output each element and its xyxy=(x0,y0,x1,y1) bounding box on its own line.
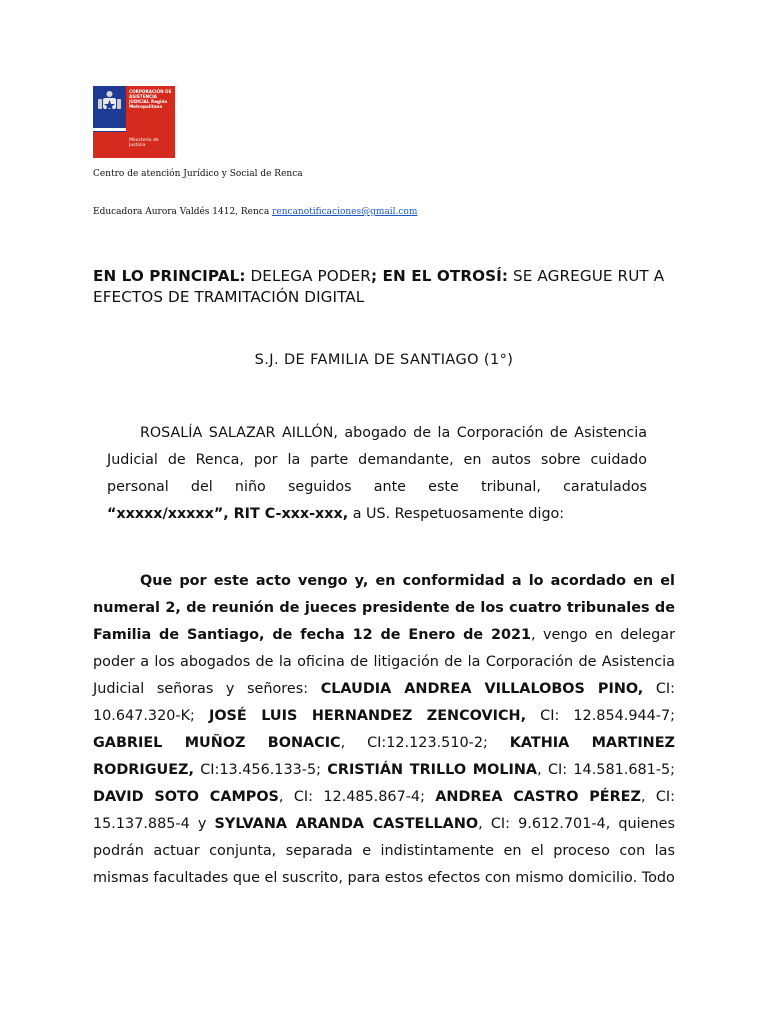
body-text-a: , vengo en delegar poder a los abogados de la oficina de litigación de la Corporación de Asistencia Judicial señoras y señores: xyxy=(93,627,675,697)
lawyer-name-1: CLAUDIA ANDREA VILLALOBOS PINO, xyxy=(320,681,644,697)
lawyer-ci-7: , CI: 15.137.885-4 y xyxy=(93,789,675,832)
principal-text: DELEGA PODER xyxy=(245,267,371,285)
email-link[interactable]: rencanotificaciones@gmail.com xyxy=(272,207,418,217)
lawyer-name-8: SYLVANA ARANDA CASTELLANO xyxy=(214,816,479,832)
lawyer-name-2: JOSÉ LUIS HERNANDEZ ZENCOVICH, xyxy=(208,708,527,724)
lawyer-ci-6: , CI: 12.485.867-4; xyxy=(278,789,436,805)
court-title: S.J. DE FAMILIA DE SANTIAGO (1°) xyxy=(254,352,514,368)
intro-text-2: a US. Respetuosamente digo: xyxy=(348,506,565,522)
center-name-line: Centro de atención Jurídico y Social de Renca xyxy=(93,169,303,179)
lawyer-name-4: KATHIA MARTINEZ RODRIGUEZ, xyxy=(93,735,675,778)
body-bold-intro: Que por este acto vengo y, en conformidad a lo acordado en el numeral 2, de reunión de jueces presidente de los cuatro tribunales de Familia de Santiago, de fecha 12 de Enero de 2021 xyxy=(93,573,675,643)
logo-emblem-block xyxy=(93,86,126,158)
institution-logo xyxy=(93,86,175,158)
otrosi-label: EN EL OTROSÍ: xyxy=(377,267,509,285)
lawyer-ci-5: , CI: 14.581.681-5; xyxy=(537,762,675,778)
document-heading xyxy=(93,266,693,308)
coat-of-arms-icon xyxy=(96,89,123,113)
address-text: Educadora Aurora Valdés 1412, Renca xyxy=(93,207,273,217)
otrosi-text: SE AGREGUE RUT A EFECTOS DE TRAMITACIÓN DIGITAL xyxy=(93,267,665,306)
logo-org-name: CORPORACIÓN DE ASISTENCIA JUDICIAL Región Metropolitana xyxy=(129,89,172,109)
lawyer-name-3: GABRIEL MUÑOZ BONACIC xyxy=(93,735,341,751)
heading-separator: ; xyxy=(370,267,378,285)
lawyer-name-7: ANDREA CASTRO PÉREZ xyxy=(435,789,641,805)
lawyer-ci-3: , CI:12.123.510-2; xyxy=(340,735,510,751)
body-paragraph xyxy=(93,568,675,892)
intro-paragraph xyxy=(107,420,647,528)
intro-text-1: , abogado de la Corporación de Asistencia Judicial de Renca, por la parte demandante, en autos sobre cuidado personal del niño seguidos ante este tribunal, caratulados xyxy=(107,425,647,495)
principal-label: EN LO PRINCIPAL: xyxy=(93,267,246,285)
lawyer-ci-4: CI:13.456.133-5; xyxy=(193,762,328,778)
lawyer-ci-1: CI: 10.647.320-K; xyxy=(93,681,675,724)
lawyer-name-6: DAVID SOTO CAMPOS xyxy=(93,789,279,805)
logo-text-block xyxy=(126,86,175,158)
attorney-name: ROSALÍA SALAZAR AILLÓN xyxy=(140,425,334,441)
lawyer-name-5: CRISTIÁN TRILLO MOLINA xyxy=(327,762,538,778)
lawyer-ci-8: , CI: 9.612.701-4, quienes podrán actuar conjunta, separada e indistintamente en el proceso con las mismas facultades que el suscrito, para estos efectos con mismo domicilio. Todo xyxy=(93,816,675,886)
logo-ministry-name: Ministerio de Justicia xyxy=(129,138,159,149)
case-caption: “xxxxx/xxxxx”, RIT C-xxx-xxx, xyxy=(107,506,349,522)
lawyer-ci-2: CI: 12.854.944-7; xyxy=(526,708,675,724)
address-line xyxy=(93,207,417,217)
